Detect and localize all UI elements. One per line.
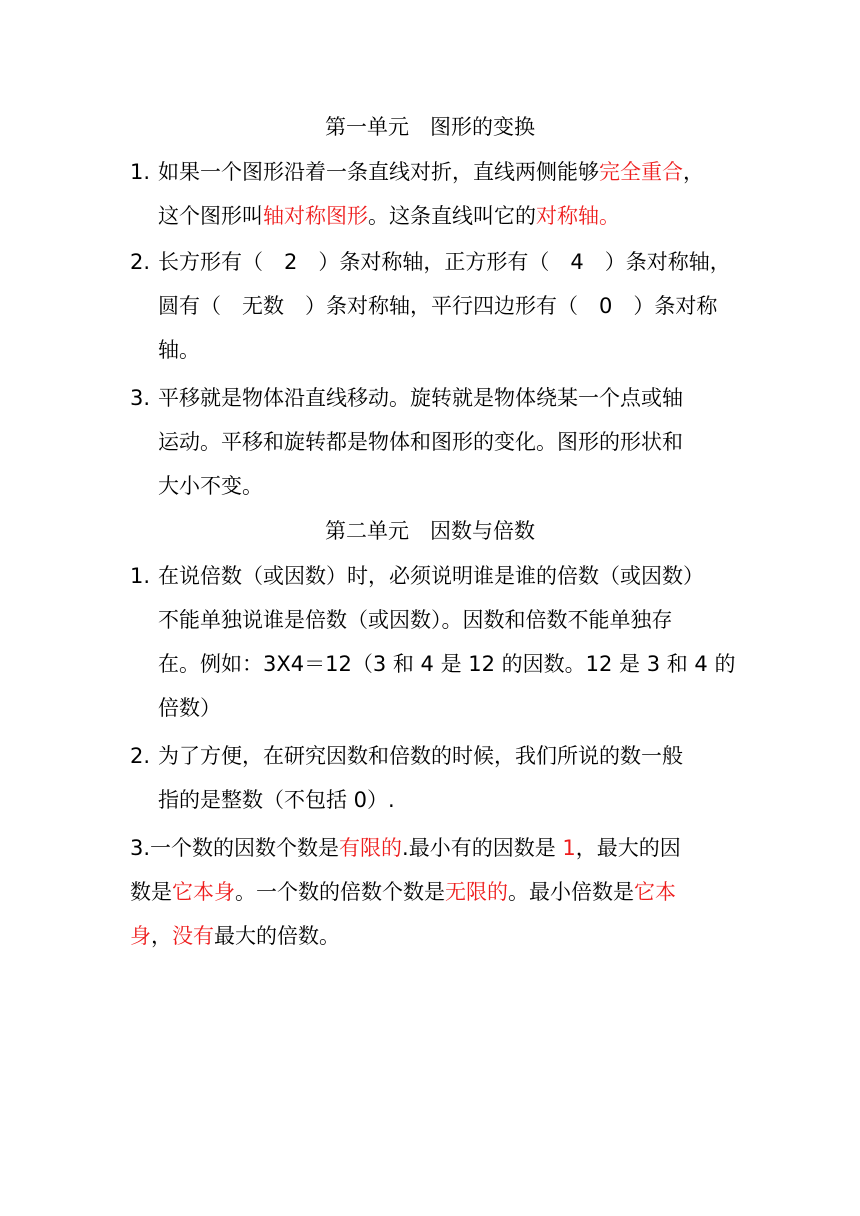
unit2-item-1: [130, 554, 736, 730]
text-line: 运动。平移和旋转都是物体和图形的变化。图形的形状和: [158, 430, 683, 454]
highlight-text: 1: [562, 836, 576, 860]
text-span: 这个图形叫: [158, 204, 263, 228]
highlight-text: 没有: [172, 924, 214, 948]
text-line: 为了方便，在研究因数和倍数的时候，我们所说的数一般: [158, 744, 683, 768]
item-number: 3.: [130, 386, 151, 410]
unit2-item-3: [130, 826, 736, 958]
text-line: 在说倍数（或因数）时，必须说明谁是谁的倍数（或因数）: [158, 564, 704, 588]
unit1-item-3: [130, 376, 736, 508]
text-line: 不能单独说谁是倍数（或因数）。因数和倍数不能单独存: [158, 608, 673, 632]
text-line: 指的是整数（不包括 0）.: [158, 788, 395, 812]
item-number: 2.: [130, 250, 151, 274]
unit1-item-1: [130, 150, 736, 238]
text-span: 。这条直线叫它的: [368, 204, 536, 228]
text-span: ，: [151, 924, 172, 948]
unit2-item-2: [130, 734, 736, 822]
unit2-title: 第二单元 因数与倍数: [325, 519, 535, 543]
text-span: 。最小倍数是: [508, 880, 634, 904]
text-line: 倍数）: [158, 696, 221, 720]
highlight-text: 轴对称图形: [263, 204, 368, 228]
text-line: 圆有（ 无数 ）条对称轴，平行四边形有（ 0 ）条对称: [158, 294, 718, 318]
unit1-item-2: [130, 240, 736, 372]
text-line: [130, 870, 736, 914]
item-number: 2.: [130, 744, 151, 768]
item-number: 3.: [130, 836, 151, 860]
text-span: 数是: [130, 880, 172, 904]
text-span: 最大的倍数。: [214, 924, 340, 948]
item-number: 1.: [130, 564, 151, 588]
text-line: 平移就是物体沿直线移动。旋转就是物体绕某一个点或轴: [158, 386, 683, 410]
text-line: 长方形有（ 2 ）条对称轴，正方形有（ 4 ）条对称轴，: [158, 250, 731, 274]
highlight-text: 完全重合: [599, 160, 683, 184]
text-line: 大小不变。: [158, 474, 263, 498]
text-line: 轴。: [158, 338, 200, 362]
highlight-text: 有限的: [339, 836, 403, 860]
highlight-text: 它本身: [172, 880, 235, 904]
text-line: [130, 914, 736, 958]
highlight-text: 身: [130, 924, 151, 948]
text-span: ，: [683, 160, 704, 184]
text-line: 在。例如：3X4＝12（3 和 4 是 12 的因数。12 是 3 和 4 的: [158, 652, 736, 676]
text-span: ，最大的因: [575, 836, 681, 860]
highlight-text: 无限的: [445, 880, 508, 904]
text-line: [158, 194, 736, 238]
text-line: [158, 150, 736, 194]
highlight-text: 它本: [634, 880, 676, 904]
text-span: .最小有的因数是: [402, 836, 563, 860]
text-span: 如果一个图形沿着一条直线对折，直线两侧能够: [158, 160, 599, 184]
text-span: 。一个数的倍数个数是: [235, 880, 445, 904]
highlight-text: 对称轴。: [536, 204, 620, 228]
text-span: 一个数的因数个数是: [150, 836, 340, 860]
item-number: 1.: [130, 160, 151, 184]
text-line: [130, 826, 736, 870]
unit1-title: 第一单元 图形的变换: [325, 115, 535, 139]
